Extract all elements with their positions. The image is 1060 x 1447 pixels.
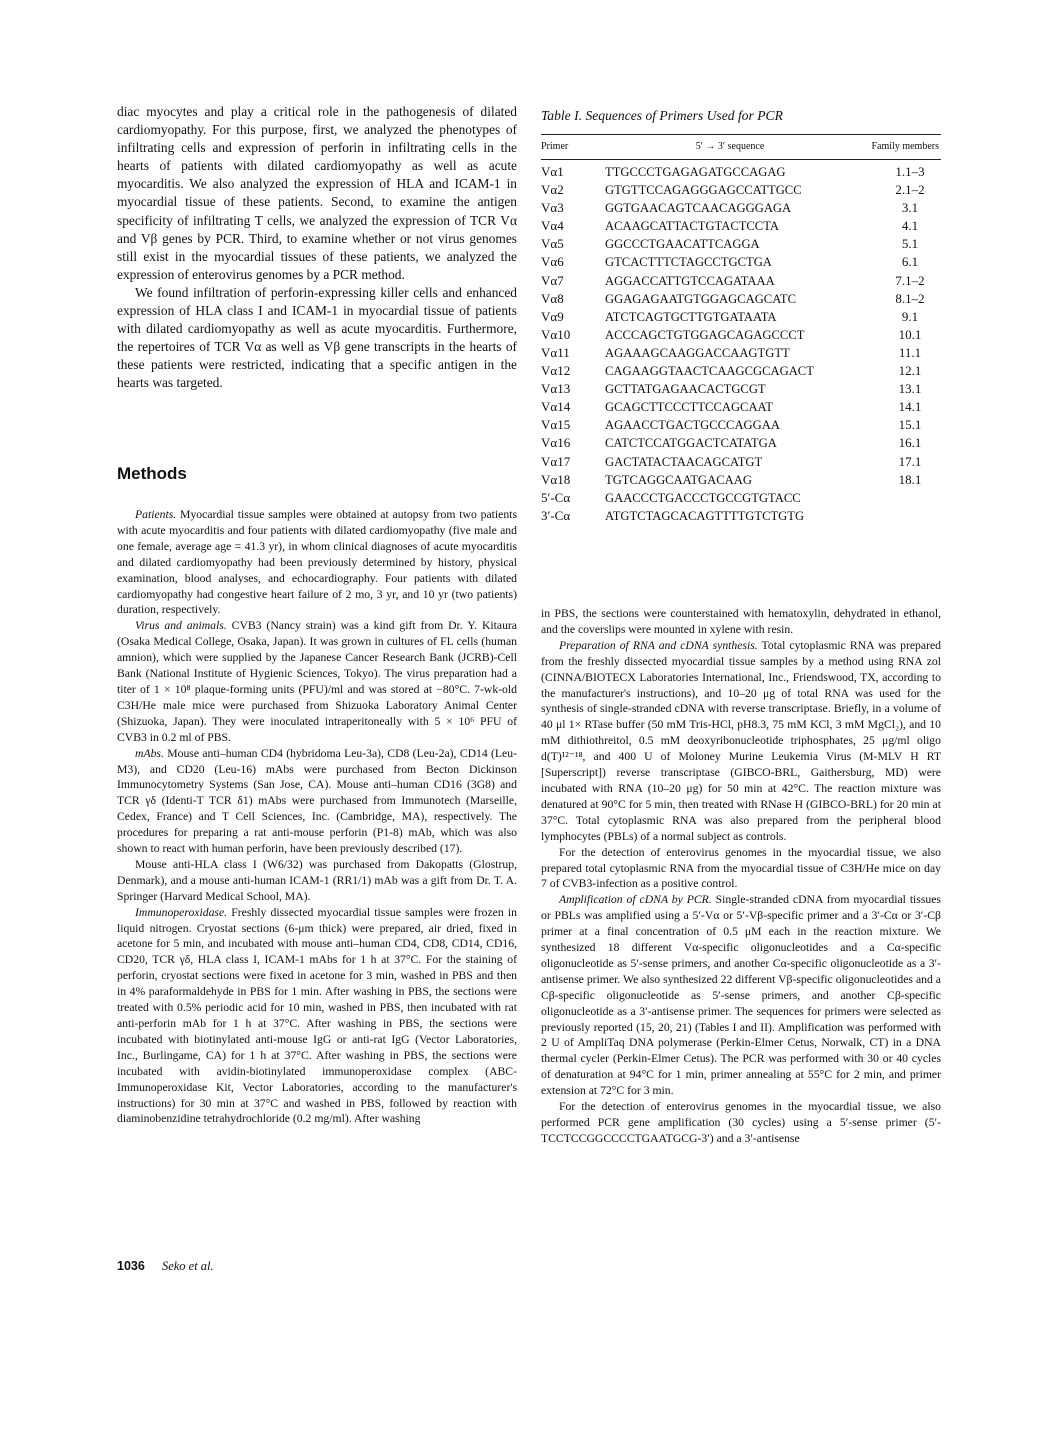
primer-cell: Vα9 (541, 308, 564, 324)
amp-paragraph (541, 892, 941, 1099)
table-row (541, 344, 941, 362)
amp-text: Single-stranded cDNA from myocardial tissues or PBLs was amplified using a 5′-Vα or 5′-Vβ-specific primer and a 3′-Cα or 3′-Cβ primer at a final concentration of 0.5 μM each in the reaction mixture. We synthesized 18 different Vα-specific oligonucleotides and a Cα-specific oligonucleotide as 5′-sense primers, and another Cα-specific oligonucleotide as a 3′-antisense primer. We also synthesized 22 different Vβ-specific oligonucleotides and a Cβ-specific oligonucleotide as 5′-sense primers, and another Cβ-specific oligonucleotide as a 3′-antisense primer. The sequences for primers were selected as previously reported (15, 20, 21) (Tables I and II). Amplification was performed with 2 U of AmpliTaq DNA polymerase (Perkin-Elmer Cetus, Norwalk, CT) in a DNA thermal cycler (Perkin-Elmer Cetus). The PCR was performed with 30 or 40 cycles of denaturation at 94°C for 1 min, primer annealing at 55°C for 2 min, and primer extension at 72°C for 3 min. (541, 893, 941, 1098)
family-cell: 11.1 (898, 344, 922, 360)
family-cell: 13.1 (898, 381, 922, 397)
family-cell: 8.1–2 (895, 290, 925, 306)
sequence-cell: ATCTCAGTGCTTGTGATAATA (605, 309, 777, 324)
sequence-cell: GCAGCTTCCCTTCCAGCAAT (605, 400, 773, 415)
table-row (541, 489, 941, 507)
virus-text: CVB3 (Nancy strain) was a kind gift from Dr. Y. Kitaura (Osaka Medical College, Osaka, Japan). It was grown in cultures of FL cells (human amnion), which were supplied by the Japanese Cancer Research Bank (JCRB)-Cell Bank (National Institute of Hygienic Sciences, Tokyo). The virus preparation had a titer of 1 × 10⁸ plaque-forming units (PFU)/ml and was stored at −80°C. 7-wk-old C3H/He male mice were purchased from Shizuoka Laboratory Animal Center (Shizuoka, Japan). They were inoculated intraperitoneally with 5 × 10⁶ PFU of CVB3 in 0.2 ml of PBS. (117, 619, 517, 744)
table-row (541, 434, 941, 452)
family-cell: 12.1 (898, 363, 922, 379)
table-row (541, 398, 941, 416)
primer-cell: Vα6 (541, 254, 564, 270)
rna-paragraph-2: For the detection of enterovirus genomes in the myocardial tissue, we also prepared total cytoplasmic RNA from the myocardial tissue of C3H/He mice on day 7 of CVB3-infection as a positive control. (541, 845, 941, 891)
primer-cell: Vα14 (541, 399, 571, 415)
family-cell: 7.1–2 (895, 272, 925, 288)
family-cell: 14.1 (898, 399, 922, 415)
patients-text: Myocardial tissue samples were obtained at autopsy from two patients with acute myocarditis and four patients with dilated cardiomyopathy (five male and one female, average age = 41.3 yr), in whom clinical diagnoses of acute myocarditis and dilated cardiomyopathy had been previously determined by history, physical examination, blood analyses, and echocardiography. Four patients with dilated cardiomyopathy had congestive heart failure of 2 mo, 3 yr, and 10 yr (two patients) duration, respectively. (117, 508, 517, 617)
family-cell: 6.1 (901, 254, 919, 270)
immuno-title: Immunoperoxidase. (135, 905, 228, 919)
page-footer (117, 1259, 214, 1274)
primer-cell: Vα3 (541, 200, 564, 216)
primer-cell: Vα12 (541, 363, 571, 379)
primer-cell: Vα1 (541, 164, 564, 179)
sequence-cell: TTGCCCTGAGAGATGCCAGAG (605, 165, 786, 179)
header-primer: Primer (541, 135, 605, 160)
table-row (541, 453, 941, 471)
intro-column (117, 103, 517, 393)
primer-cell: Vα5 (541, 236, 564, 252)
table-row (541, 160, 941, 182)
immuno-text: Freshly dissected myocardial tissue samples were frozen in liquid nitrogen. Cryostat sections (6-μm thick) were prepared, air dried, fixed in acetone for 5 min, and incubated with mouse anti–human CD4, CD8, CD14, CD16, CD20, TCR γδ, HLA class I, ICAM-1 mAbs for 1 h at 37°C. For the staining of perforin, cryostat sections were fixed in acetone for 3 min, washed in PBS and then in 4% paraformaldehyde in PBS for 1 min. After washing in PBS, the sections were treated with 0.5% periodic acid for 10 min, washed in PBS, then incubated with rat anti-perforin mAb for 1 h at 37°C. After washing in PBS, the sections were incubated with biotinylated anti-mouse IgG or anti-rat IgG (Vector Laboratories, Inc., Burlingame, CA) for 1 h at 37°C. After washing in PBS, the sections were incubated with avidin-biotinylated immunoperoxidase complex (ABC-Immunoperoxidase Kit, Vector Laboratories, according to the manufacturer's instructions) for 30 min at 37°C and washed in PBS, followed by reaction with diaminobenzidine tetrahydrochloride (0.2 mg/ml). After washing (117, 905, 517, 1126)
rna-text: Total cytoplasmic RNA was prepared from the freshly dissected myocardial tissue samples by a method using RNA zol (CINNA/BIOTECX Laboratories International, Inc., Friendswood, TX, according to the manufacturer's instructions), and 10–20 μg of total RNA was used for the synthesis of single-stranded cDNA with reverse transcriptase. Briefly, in a volume of 40 μl 1× RTase buffer (50 mM Tris-HCl, pH8.3, 75 mM KCl, 3 mM MgCl₂), and 10 mM dithiothreitol, 0.5 mM deoxyribonucleotide triphosphates, 25 μg/ml oligo d(T)¹²⁻¹⁸, and 400 U of Moloney Murine Leukemia Virus (M-MLV H RT [Superscript]) reverse transcriptase (GIBCO-BRL, Gaithersburg, MD) were incubated with RNA (10–20 μg) for 50 min at 42°C. The reaction mixture was denatured at 90°C for 5 min, then treated with RNase H (GIBCO-BRL) for 20 min at 37°C. Total cytoplasmic RNA was also prepared from the peripheral blood lymphocytes (PBLs) of a normal subject as controls. (541, 638, 941, 843)
primer-cell: Vα8 (541, 290, 564, 306)
header-family: Family members (855, 135, 941, 160)
sequence-cell: GTCACTTTCTAGCCTGCTGA (605, 255, 772, 270)
table-body (541, 160, 941, 529)
sequence-cell: ACCCAGCTGTGGAGCAGAGCCCT (605, 327, 805, 342)
sequence-cell: GCTTATGAGAACACTGCGT (605, 382, 766, 397)
primer-cell: Vα4 (541, 218, 564, 234)
sequence-cell: ATGTCTAGCACAGTTTTGTCTGTG (605, 508, 805, 523)
table-row (541, 235, 941, 253)
right-text-column (541, 606, 941, 1147)
patients-title: Patients. (135, 508, 177, 521)
family-cell: 17.1 (898, 453, 922, 469)
table-row (541, 308, 941, 326)
primer-cell: Vα7 (541, 272, 564, 288)
sequence-cell: CAGAAGGTAACTCAAGCGCAGACT (605, 364, 814, 379)
primer-cell: Vα17 (541, 453, 571, 469)
family-cell: 4.1 (901, 218, 919, 234)
table-row (541, 471, 941, 489)
table-row (541, 290, 941, 308)
family-cell: 16.1 (898, 435, 922, 451)
primer-cell: Vα2 (541, 182, 564, 198)
table-row (541, 253, 941, 271)
table-row (541, 362, 941, 380)
sequence-cell: GGAGAGAATGTGGAGCAGCATC (605, 291, 797, 306)
rna-paragraph (541, 638, 941, 845)
table-row (541, 199, 941, 217)
sequence-cell: ACAAGCATTACTGTACTCCTA (605, 219, 779, 234)
family-cell: 1.1–3 (895, 164, 925, 179)
primer-table (541, 134, 941, 529)
sequence-cell: GGCCCTGAACATTCAGGA (605, 237, 760, 252)
immuno-paragraph (117, 905, 517, 1128)
primer-cell: Vα13 (541, 381, 571, 397)
sequence-cell: CATCTCCATGGACTCATATGA (605, 436, 777, 451)
virus-title: Virus and animals. (135, 619, 227, 633)
table-row (541, 272, 941, 290)
sequence-cell: GACTATACTAACAGCATGT (605, 454, 763, 469)
family-cell (855, 489, 941, 507)
mabs-paragraph-2: Mouse anti-HLA class I (W6/32) was purchased from Dakopatts (Glostrup, Denmark), and a mouse anti-human ICAM-1 (RR1/1) mAb was a gift from Dr. T. A. Springer (Harvard Medical School, MA). (117, 857, 517, 903)
family-cell: 9.1 (901, 308, 919, 324)
sequence-cell: AGGACCATTGTCCAGATAAA (605, 273, 775, 288)
table-row (541, 217, 941, 235)
family-cell: 5.1 (901, 236, 919, 252)
intro-paragraph-1: diac myocytes and play a critical role in the pathogenesis of dilated cardiomyopathy. For this purpose, first, we analyzed the phenotypes of infiltrating cells and expression of perforin in infiltrating cells in the hearts of patients with dilated cardiomyopathy as well as acute myocarditis. We also analyzed the expression of HLA and ICAM-1 in myocardial tissue of these patients. Second, to examine the antigen specificity of infiltrating T cells, we analyzed the expression of TCR Vα and Vβ genes by PCR. Third, to examine whether or not virus genomes still exist in the myocardial tissues of these patients, we analyzed the expression of enterovirus genomes by a PCR method. (117, 104, 517, 282)
methods-heading: Methods (117, 464, 187, 483)
amp-paragraph-2: For the detection of enterovirus genomes in the myocardial tissue, we also performed PCR gene amplification (30 cycles) using a 5′-sense primer (5′-TCCTCCGGCCCCTGAATGCG-3′) and a 3′-antisense (541, 1100, 941, 1145)
page-number: 1036 (117, 1259, 145, 1273)
rna-title: Preparation of RNA and cDNA synthesis. (559, 638, 758, 652)
family-cell: 18.1 (898, 471, 922, 487)
sequence-cell: AGAACCTGACTGCCCAGGAA (605, 418, 780, 433)
patients-paragraph (117, 507, 517, 618)
primer-cell: Vα18 (541, 471, 571, 487)
mabs-title: mAbs. (135, 746, 164, 760)
primer-cell: Vα11 (541, 344, 570, 360)
sequence-cell: GTGTTCCAGAGGGAGCCATTGCC (605, 183, 802, 198)
sequence-cell: GAACCCTGACCCTGCCGTGTACC (605, 490, 801, 505)
amp-title: Amplification of cDNA by PCR. (559, 893, 712, 907)
virus-paragraph (117, 618, 517, 745)
family-cell: 3.1 (901, 200, 919, 216)
mabs-paragraph (117, 746, 517, 857)
primer-cell: Vα10 (541, 326, 571, 342)
methods-column (117, 507, 517, 1127)
primer-cell: 5′-Cα (541, 489, 571, 505)
table-header-row (541, 135, 941, 160)
primer-cell: Vα15 (541, 417, 571, 433)
intro-paragraph-2: We found infiltration of perforin-expressing killer cells and enhanced expression of HLA class I and ICAM-1 in myocardial tissue of patients with dilated cardiomyopathy as well as acute myocarditis. Furthermore, the repertoires of TCR Vα as well as Vβ gene transcripts in the hearts of these patients were restricted, indicating that a specific antigen in the hearts was targeted. (117, 284, 517, 391)
header-sequence: 5′ → 3′ sequence (605, 135, 855, 160)
sequence-cell: AGAAAGCAAGGACCAAGTGTT (605, 345, 790, 360)
table-row (541, 380, 941, 398)
sequence-cell: TGTCAGGCAATGACAAG (605, 472, 752, 487)
running-authors: Seko et al. (161, 1259, 214, 1273)
table-caption: Table I. Sequences of Primers Used for PCR (541, 108, 783, 123)
table-row (541, 507, 941, 529)
table-row (541, 181, 941, 199)
immuno-continuation: in PBS, the sections were counterstained with hematoxylin, dehydrated in ethanol, and the coverslips were mounted in xylene with resin. (541, 607, 941, 636)
table-row (541, 416, 941, 434)
family-cell: 10.1 (898, 326, 922, 342)
mabs-text: Mouse anti–human CD4 (hybridoma Leu-3a), CD8 (Leu-2a), CD14 (Leu-M3), and CD20 (Leu-16) mAbs were purchased from Becton Dickinson Immunocytometry Systems (San Jose, CA). Mouse anti–human CD16 (3G8) and TCR γδ (Identi-T TCR δ1) mAbs were purchased from Immunotech (Marseille, Cedex, France) and T Cell Sciences, Inc. (Cambridge, MA), respectively. The procedures for preparing a rat anti-mouse perforin (P1-8) mAb, which was also shown to react with human perforin, have been previously described (17). (117, 746, 517, 856)
primer-cell: 3′-Cα (541, 507, 571, 523)
sequence-cell: GGTGAACAGTCAACAGGGAGA (605, 201, 792, 216)
family-cell: 15.1 (898, 417, 922, 433)
table-row (541, 326, 941, 344)
family-cell (855, 507, 941, 529)
primer-cell: Vα16 (541, 435, 571, 451)
family-cell: 2.1–2 (895, 182, 925, 198)
